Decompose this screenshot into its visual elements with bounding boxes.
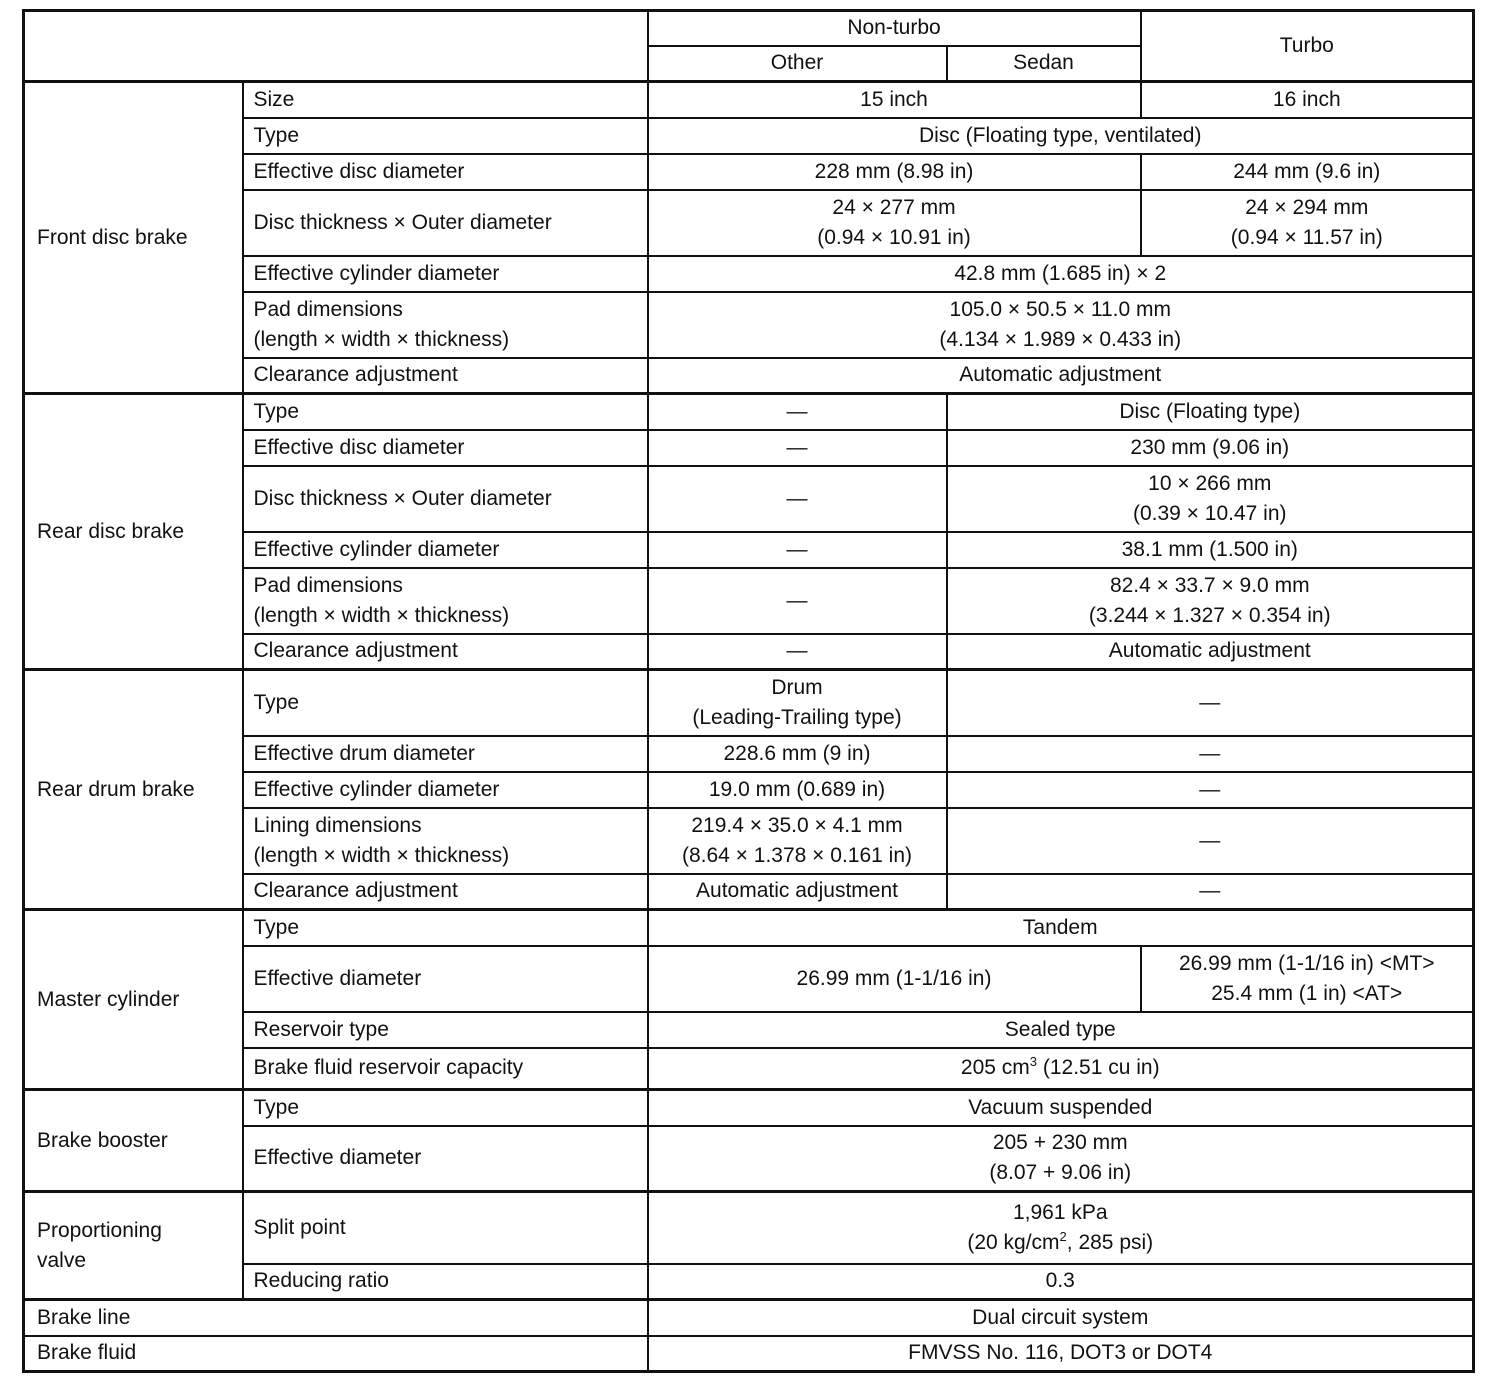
header-row-1 (24, 11, 1474, 46)
cell-value: — (947, 772, 1474, 808)
cell-value: 228.6 mm (9 in) (648, 736, 947, 772)
cell-value: 42.8 mm (1.685 in) × 2 (648, 256, 1474, 292)
row-label: Type (243, 910, 648, 946)
table-row (24, 1090, 1474, 1126)
cell-value (648, 1192, 1474, 1264)
row-label: Effective drum diameter (243, 736, 648, 772)
header-corner-blank (24, 11, 648, 82)
row-label: Reservoir type (243, 1012, 648, 1048)
brake-specifications-table (22, 9, 1475, 1373)
cell-value: — (947, 874, 1474, 910)
front-disc-brake-group: Front disc brake (24, 82, 243, 394)
row-label: Effective disc diameter (243, 154, 648, 190)
cell-value: 230 mm (9.06 in) (947, 430, 1474, 466)
row-label: Brake fluid reservoir capacity (243, 1048, 648, 1090)
cell-value: Sealed type (648, 1012, 1474, 1048)
value-text: , 285 psi) (1066, 1230, 1154, 1254)
row-label: Size (243, 82, 648, 118)
cell-value: 205 + 230 mm (8.07 + 9.06 in) (648, 1126, 1474, 1192)
row-label: Effective cylinder diameter (243, 256, 648, 292)
cell-value: Disc (Floating type, ventilated) (648, 118, 1474, 154)
table-row (24, 394, 1474, 430)
header-non-turbo: Non-turbo (648, 11, 1141, 46)
value-line (653, 1228, 1469, 1258)
cell-value: Vacuum suspended (648, 1090, 1474, 1126)
value-text: 205 cm (960, 1056, 1030, 1080)
cell-value: 219.4 × 35.0 × 4.1 mm (8.64 × 1.378 × 0.161 in) (648, 808, 947, 874)
cell-value: — (947, 736, 1474, 772)
superscript: 3 (1029, 1054, 1038, 1070)
cell-value: 244 mm (9.6 in) (1141, 154, 1474, 190)
cell-value: 38.1 mm (1.500 in) (947, 532, 1474, 568)
row-label: Pad dimensions (length × width × thickness) (243, 568, 648, 634)
row-label: Type (243, 670, 648, 736)
row-label: Effective diameter (243, 1126, 648, 1192)
cell-value: — (648, 568, 947, 634)
cell-value: — (648, 466, 947, 532)
cell-value: Tandem (648, 910, 1474, 946)
cell-value: — (648, 394, 947, 430)
row-label: Pad dimensions (length × width × thickness) (243, 292, 648, 358)
cell-value: 0.3 (648, 1264, 1474, 1300)
row-label: Effective diameter (243, 946, 648, 1012)
cell-value: Dual circuit system (648, 1300, 1474, 1336)
cell-value: FMVSS No. 116, DOT3 or DOT4 (648, 1336, 1474, 1372)
table-row (24, 1336, 1474, 1372)
cell-value: 228 mm (8.98 in) (648, 154, 1141, 190)
cell-value: 24 × 294 mm (0.94 × 11.57 in) (1141, 190, 1474, 256)
cell-value (648, 1048, 1474, 1090)
table-row (24, 910, 1474, 946)
cell-value: Drum (Leading-Trailing type) (648, 670, 947, 736)
brake-line-label: Brake line (24, 1300, 648, 1336)
row-label: Effective cylinder diameter (243, 772, 648, 808)
cell-value: 82.4 × 33.7 × 9.0 mm (3.244 × 1.327 × 0.354 in) (947, 568, 1474, 634)
header-sedan: Sedan (947, 46, 1141, 82)
cell-value: 105.0 × 50.5 × 11.0 mm (4.134 × 1.989 × 0.433 in) (648, 292, 1474, 358)
header-turbo: Turbo (1141, 11, 1474, 82)
row-label: Split point (243, 1192, 648, 1264)
rear-disc-brake-group: Rear disc brake (24, 394, 243, 670)
row-label: Reducing ratio (243, 1264, 648, 1300)
row-label: Clearance adjustment (243, 634, 648, 670)
header-other: Other (648, 46, 947, 82)
brake-fluid-label: Brake fluid (24, 1336, 648, 1372)
cell-value: 10 × 266 mm (0.39 × 10.47 in) (947, 466, 1474, 532)
cell-value: 26.99 mm (1-1/16 in) (648, 946, 1141, 1012)
row-label: Disc thickness × Outer diameter (243, 190, 648, 256)
cell-value: 24 × 277 mm (0.94 × 10.91 in) (648, 190, 1141, 256)
cell-value: 19.0 mm (0.689 in) (648, 772, 947, 808)
table-row (24, 1192, 1474, 1264)
row-label: Clearance adjustment (243, 874, 648, 910)
cell-value: Disc (Floating type) (947, 394, 1474, 430)
cell-value: — (648, 532, 947, 568)
cell-value: Automatic adjustment (648, 358, 1474, 394)
cell-value: — (648, 634, 947, 670)
row-label: Effective disc diameter (243, 430, 648, 466)
cell-value: — (947, 670, 1474, 736)
row-label: Lining dimensions (length × width × thickness) (243, 808, 648, 874)
table-row (24, 1300, 1474, 1336)
value-text: (20 kg/cm (967, 1230, 1060, 1254)
superscript: 2 (1059, 1228, 1067, 1244)
rear-drum-brake-group: Rear drum brake (24, 670, 243, 910)
cell-value: Automatic adjustment (648, 874, 947, 910)
cell-value: — (648, 430, 947, 466)
cell-value: — (947, 808, 1474, 874)
row-label: Clearance adjustment (243, 358, 648, 394)
row-label: Type (243, 118, 648, 154)
row-label: Type (243, 394, 648, 430)
value-text: (12.51 cu in) (1037, 1056, 1160, 1080)
table-row (24, 82, 1474, 118)
cell-value: Automatic adjustment (947, 634, 1474, 670)
table-row (24, 670, 1474, 736)
brake-booster-group: Brake booster (24, 1090, 243, 1192)
row-label: Disc thickness × Outer diameter (243, 466, 648, 532)
row-label: Type (243, 1090, 648, 1126)
cell-value: 26.99 mm (1-1/16 in) <MT> 25.4 mm (1 in) <AT> (1141, 946, 1474, 1012)
cell-value: 16 inch (1141, 82, 1474, 118)
master-cylinder-group: Master cylinder (24, 910, 243, 1090)
value-text: 1,961 kPa (1012, 1200, 1108, 1224)
cell-value: 15 inch (648, 82, 1141, 118)
row-label: Effective cylinder diameter (243, 532, 648, 568)
proportioning-valve-group: Proportioning valve (24, 1192, 243, 1300)
